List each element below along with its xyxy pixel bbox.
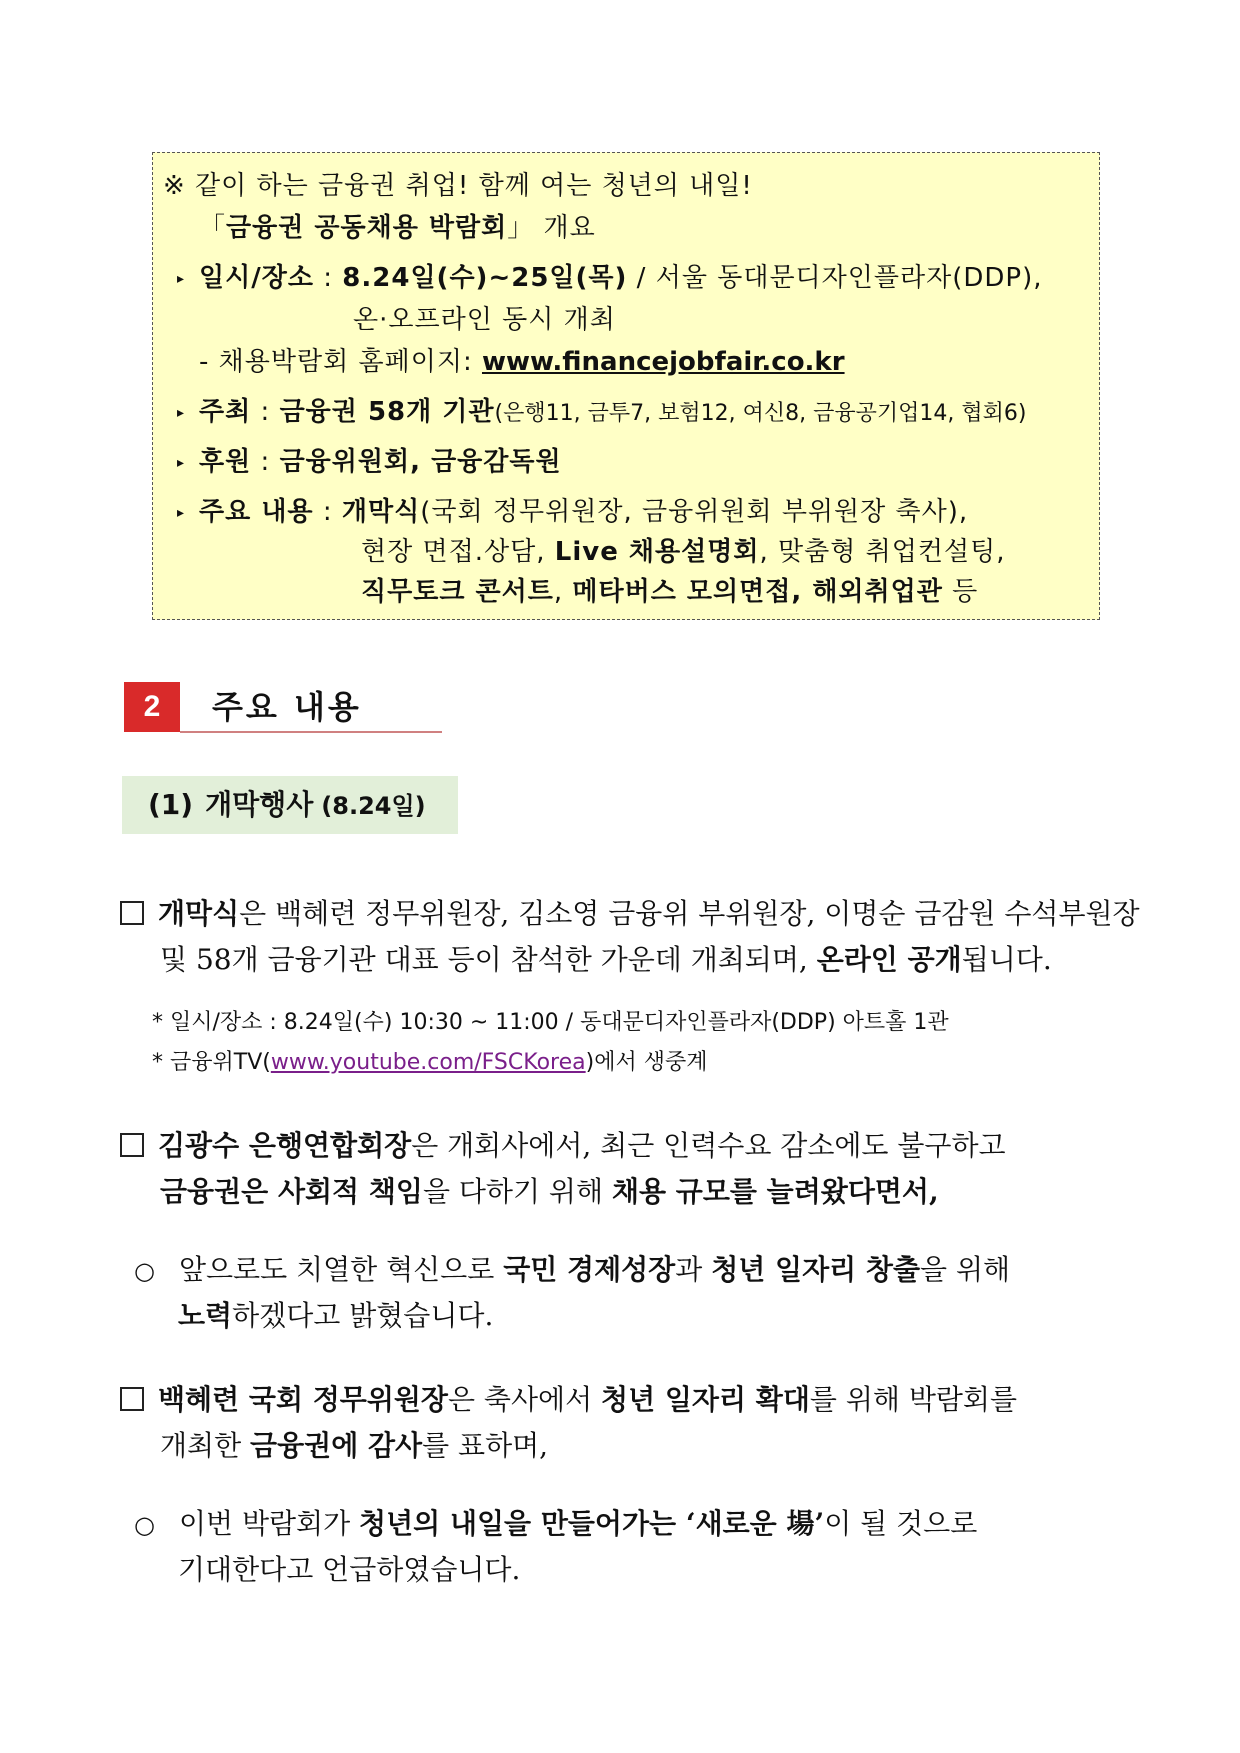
triangle-bullet-icon: ▸ xyxy=(177,505,186,521)
section-number: 2 xyxy=(124,682,180,732)
host-item xyxy=(177,395,1026,433)
overview-title xyxy=(199,211,596,245)
schedule-dates: 8.24일(수)~25일(목) xyxy=(342,263,628,293)
contents-l2-b: , 맞춤형 취업컨설팅, xyxy=(759,537,1006,567)
para3-sub-a: 이번 박람회가 xyxy=(178,1507,360,1540)
contents-line-2 xyxy=(361,535,1005,569)
contents-l2-a: 현장 면접.상담, xyxy=(361,537,555,567)
sponsor-sep: : xyxy=(251,447,280,477)
section-underline xyxy=(180,731,442,733)
para3-l1-b2: 청년 일자리 확대 xyxy=(601,1383,810,1416)
circle-bullet-icon: ○ xyxy=(134,1257,155,1285)
triangle-bullet-icon: ▸ xyxy=(177,405,186,421)
para2-sub-a: 앞으로도 치열한 혁신으로 xyxy=(178,1253,504,1286)
para2-sub-c: 과 xyxy=(675,1253,712,1286)
para2-sub-b2: 청년 일자리 창출 xyxy=(711,1253,921,1286)
host-label: 주최 xyxy=(199,397,252,427)
sponsor-item xyxy=(177,445,562,483)
para1-line1 xyxy=(120,894,1140,934)
title-suffix: 」 개요 xyxy=(507,213,596,243)
schedule-label: 일시/장소 xyxy=(199,263,314,293)
para3-sub-bold: 청년의 내일을 만들어가는 ‘새로운 場’ xyxy=(359,1507,825,1540)
para2-sub-l2-rest: 하겠다고 밝혔습니다. xyxy=(232,1299,494,1332)
para3-sub-line2: 기대한다고 언급하였습니다. xyxy=(178,1553,521,1586)
schedule-sep: : xyxy=(314,263,343,293)
homepage-line xyxy=(199,345,845,379)
para2-sub-b1: 국민 경제성장 xyxy=(503,1253,676,1286)
note-broadcast xyxy=(152,1046,707,1080)
para2-speaker: 김광수 은행연합회장 xyxy=(158,1129,412,1162)
para3-line1 xyxy=(120,1380,1017,1420)
contents-l3-end: 등 xyxy=(942,577,979,607)
sponsor-value: 금융위원회, 금융감독원 xyxy=(279,447,562,477)
para3-l2-a: 개최한 xyxy=(160,1429,251,1462)
para2-sub-line2 xyxy=(178,1296,493,1336)
contents-label: 주요 내용 xyxy=(199,497,314,527)
contents-opening: 개막식 xyxy=(341,497,421,527)
para2-l2-b2: 채용 규모를 늘려왔다면서, xyxy=(611,1175,939,1208)
title-bracket-open: 「 xyxy=(199,213,227,243)
para3-sub-line1 xyxy=(134,1504,977,1545)
para2-l2-b1: 금융권은 사회적 책임 xyxy=(160,1175,423,1208)
note-broadcast-b: )에서 생중계 xyxy=(585,1050,708,1075)
subsection-date: (8.24일) xyxy=(321,792,426,820)
contents-line-3 xyxy=(361,575,978,609)
contents-opening-detail: (국회 정무위원장, 금융위원회 부위원장 축사), xyxy=(420,497,969,527)
para2-sub-line1 xyxy=(134,1250,1010,1291)
circle-bullet-icon: ○ xyxy=(134,1511,155,1539)
para3-line2 xyxy=(160,1426,548,1466)
square-bullet-icon xyxy=(120,901,144,925)
para2-sub-d: 을 위해 xyxy=(920,1253,1011,1286)
subsection-heading xyxy=(122,776,458,834)
triangle-bullet-icon: ▸ xyxy=(177,455,186,471)
para2-l1-rest: 은 개회사에서, 최근 인력수요 감소에도 불구하고 xyxy=(411,1129,1006,1162)
para2-line1 xyxy=(120,1126,1006,1166)
subsection-number: (1) xyxy=(148,788,194,821)
host-detail: (은행11, 금투7, 보험12, 여신8, 금융공기업14, 협회6) xyxy=(494,401,1027,426)
para1-l2-end: 됩니다. xyxy=(961,943,1052,976)
para2-line2 xyxy=(160,1172,939,1212)
sponsor-label: 후원 xyxy=(199,447,252,477)
contents-item xyxy=(177,495,968,533)
overview-slogan: ※ 같이 하는 금융권 취업! 함께 여는 청년의 내일! xyxy=(163,171,753,201)
overview-box xyxy=(152,152,1100,620)
note-schedule: * 일시/장소 : 8.24일(수) 10:30 ~ 11:00 / 동대문디자인플라자(DDP) 아트홀 1관 xyxy=(152,1010,949,1035)
homepage-link[interactable]: www.financejobfair.co.kr xyxy=(481,347,845,377)
para3-l2-bold: 금융권에 감사 xyxy=(250,1429,423,1462)
schedule-cont: 온·오프라인 동시 개최 xyxy=(353,305,616,335)
contents-sep: : xyxy=(313,497,342,527)
square-bullet-icon xyxy=(120,1133,144,1157)
para2-sub-l2-bold: 노력 xyxy=(178,1299,233,1332)
para3-l1-a: 은 축사에서 xyxy=(447,1383,602,1416)
para3-l1-c: 를 위해 박람회를 xyxy=(809,1383,1018,1416)
subsection-title: 개막행사 xyxy=(205,788,314,821)
contents-live: Live 채용설명회 xyxy=(554,537,760,567)
homepage-label: - 채용박람회 홈페이지: xyxy=(199,347,482,377)
para3-sub-b: 이 될 것으로 xyxy=(824,1507,978,1540)
schedule-place: / 서울 동대문디자인플라자(DDP), xyxy=(627,263,1043,293)
note-broadcast-a: * 금융위TV( xyxy=(152,1050,271,1075)
contents-metaverse: 메타버스 모의면접, 해외취업관 xyxy=(572,577,943,607)
para2-l2-a: 을 다하기 위해 xyxy=(422,1175,612,1208)
host-value: 금융권 58개 기관 xyxy=(279,397,495,427)
schedule-item xyxy=(177,261,1043,299)
para1-rest: 은 백혜련 정무위원장, 김소영 금융위 부위원장, 이명순 금감원 수석부원장 xyxy=(239,897,1140,930)
triangle-bullet-icon: ▸ xyxy=(177,271,186,287)
section-title: 주요 내용 xyxy=(212,688,362,726)
contents-l3-sep: , xyxy=(553,577,573,607)
contents-talk: 직무토크 콘서트 xyxy=(361,577,554,607)
para1-line2 xyxy=(160,940,1052,980)
para1-l2-a: 및 58개 금융기관 대표 등이 참석한 가운데 개최되며, xyxy=(160,943,817,976)
youtube-link[interactable]: www.youtube.com/FSCKorea xyxy=(270,1050,586,1075)
para3-speaker: 백혜련 국회 정무위원장 xyxy=(158,1383,448,1416)
host-sep: : xyxy=(251,397,280,427)
para1-online: 온라인 공개 xyxy=(816,943,962,976)
para1-bold: 개막식 xyxy=(158,897,240,930)
square-bullet-icon xyxy=(120,1387,144,1411)
para3-l2-b: 를 표하며, xyxy=(422,1429,549,1462)
title-bold: 금융권 공동채용 박람회 xyxy=(226,213,508,243)
